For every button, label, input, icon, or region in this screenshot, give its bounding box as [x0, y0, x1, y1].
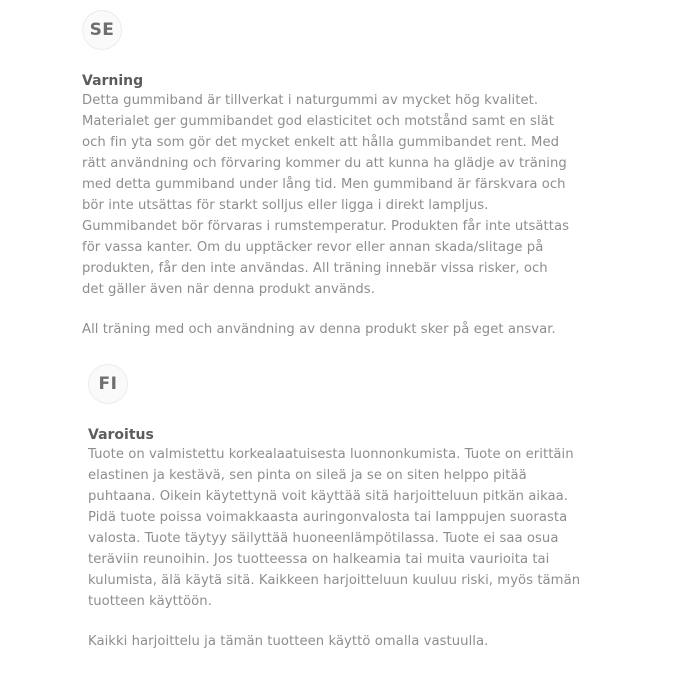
- language-badge-se: [82, 10, 122, 50]
- language-code-fi: FI: [98, 374, 118, 394]
- language-code-se: SE: [89, 20, 115, 40]
- section-swedish: [82, 10, 622, 340]
- disclaimer-fi: Kaikki harjoittelu ja tämän tuotteen käyttö omalla vastuulla.: [88, 634, 489, 649]
- language-badge-fi: [88, 364, 128, 404]
- warning-body-se: Detta gummiband är tillverkat i naturgummi av mycket hög kvalitet. Materialet ger gummibandet god elasticitet och motstånd samt en slät och fin yta som gör det mycket enkelt att hålla gummibandet rent. Med rätt användning och förvaring kommer du att kunna ha glädje av träning med detta gummiband under lång tid. Men gummiband är färskvara och bör inte utsättas för starkt solljus eller ligga i direkt lampljus. Gummibandet bör förvaras i rumstemperatur. Produkten får inte utsättas för vassa kanter. Om du upptäcker revor eller annan skada/slitage på produkten, får den inte användas. All träning innebär vissa risker, och det gäller även när denna produkt används.: [82, 93, 570, 297]
- warning-body-fi: Tuote on valmistettu korkealaatuisesta luonnonkumista. Tuote on erittäin elastinen ja kestävä, sen pinta on sileä ja se on siten helppo pitää puhtaana. Oikein käytettynä voit käyttää sitä harjoitteluun pitkän aikaa. Pidä tuote poissa voimakkaasta auringonvalosta tai lamppujen suorasta valosta. Tuote täytyy säilyttää huoneenlämpötilassa. Tuote ei saa osua teräviin reunoihin. Jos tuotteessa on halkeamia tai muita vaurioita tai kulumista, älä käytä sitä. Kaikkeen harjoitteluun kuuluu riski, myös tämän tuotteen käyttöön.: [88, 447, 581, 609]
- warning-heading-se: Varning: [82, 73, 144, 89]
- warning-heading-fi: Varoitus: [88, 427, 154, 443]
- section-finnish: [88, 364, 628, 652]
- disclaimer-se: All träning med och användning av denna produkt sker på eget ansvar.: [82, 322, 556, 337]
